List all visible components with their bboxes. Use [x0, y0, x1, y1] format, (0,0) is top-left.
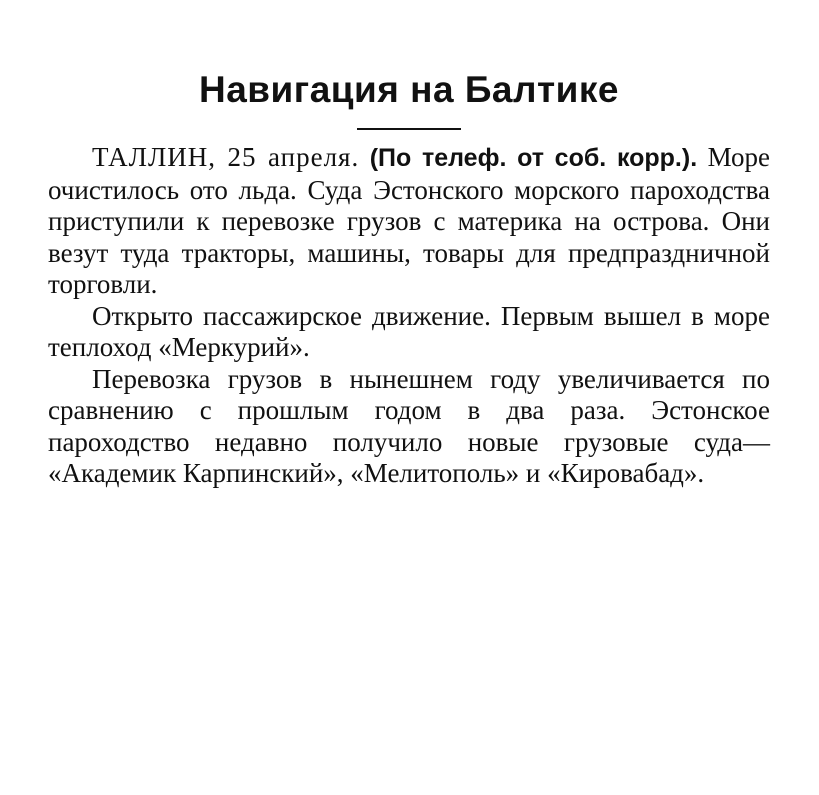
article-paragraph-3: Перевозка грузов в нынешнем году увеличивается по сравнению с прошлым годом в два раза. Эстонское пароходство недавно получило новые грузовые суда— «Академик Карпинский», «Мелитополь» и «Кировабад». [48, 363, 770, 488]
article-headline: Навигация на Балтике [199, 69, 619, 110]
news-article [48, 66, 770, 490]
article-paragraph-1 [48, 142, 770, 301]
article-paragraph-2: Открыто пассажирское движение. Первым вышел в море теплоход «Меркурий». [48, 300, 770, 362]
paragraph-1-text: Море очистилось ото льда. Суда Эстонского морского пароходства приступили к перевозке грузов с материка на острова. Они везут туда тракторы, машины, товары для предпраздничной торговли. [48, 142, 770, 299]
dateline: ТАЛЛИН, 25 апреля. [92, 142, 360, 172]
headline-divider [357, 128, 461, 130]
article-body [48, 142, 770, 490]
byline: (По телеф. от соб. корр.). [369, 144, 698, 172]
